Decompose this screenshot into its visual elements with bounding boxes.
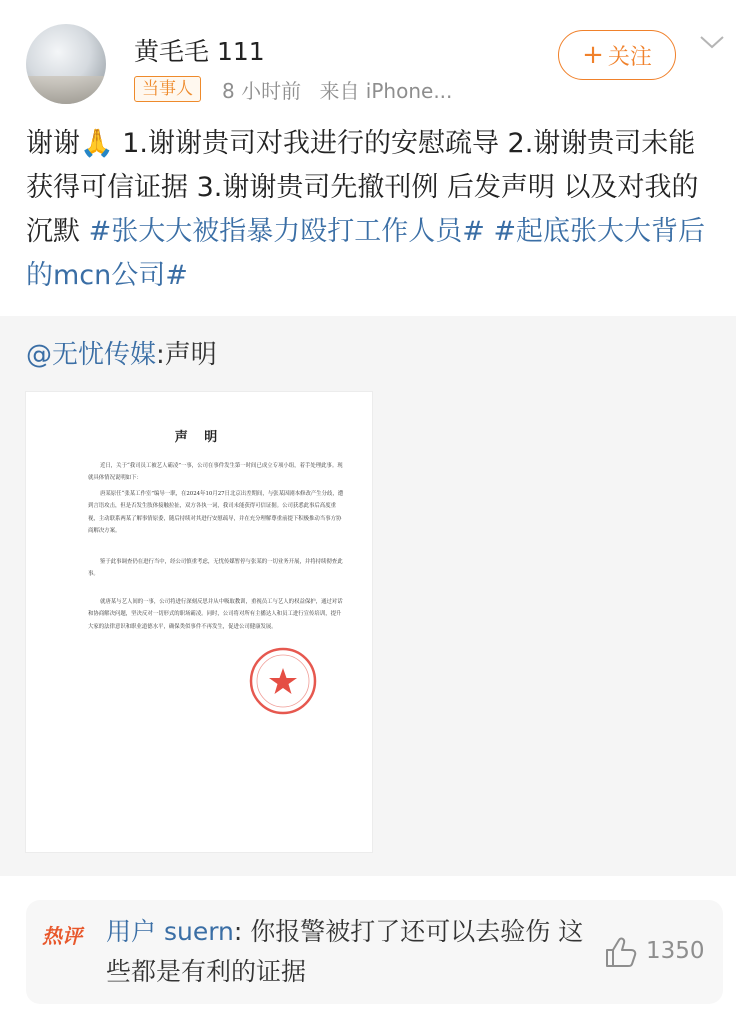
statement-image[interactable] <box>26 392 372 852</box>
comment-user[interactable]: 用户 suern <box>106 917 234 946</box>
post-text <box>26 122 716 298</box>
follow-label: 关注 <box>607 44 652 70</box>
role-badge: 当事人 <box>134 76 201 102</box>
like-count: 1350 <box>646 938 705 964</box>
topic-link[interactable]: #张大大被指暴力殴打工作人员# <box>88 216 485 247</box>
hot-comment-badge: 热评 <box>42 924 82 948</box>
mention-link[interactable]: @无忧传媒 <box>26 340 157 370</box>
repost-card[interactable] <box>0 316 736 876</box>
avatar[interactable] <box>26 24 106 104</box>
doc-paragraph: 唐某原任“张某工作室”编导一职，在2024年10月27日北京出差期间，与张某因剧本修改产生分歧，遭到言语攻击，但是否发生肢体接触拉扯，双方各执一词，我司未能获得可信证据。公司获悉此事后高度重视，主动联系两某了解事情原委，随后持续对其进行安慰疏导，并在充分理解尊重前提下积极推动当事方协商解决方案。 <box>88 491 344 534</box>
doc-paragraph: 鉴于此事调查仍在进行当中，经公司慎重考虑，无忧传媒暂停与张某的一切业务开展，并将持续彻查此事。 <box>88 559 343 578</box>
post-body: 谢谢🙏 1.谢谢贵司对我进行的安慰疏导 2.谢谢贵司未能获得可信证据 3.谢谢贵司先撤刊例 后发声明 以及对我的沉默 <box>26 128 699 247</box>
doc-paragraph: 就唐某与艺人间的一事，公司将进行深刻反思并从中吸取教训，重视员工与艺人的权益保护，通过对话和协商解决问题，坚决反对一切形式的职场霸凌。同时，公司将对所有主播达人和员工进行宣传培训，提升大家的法律意识和职业道德水平，确保类似事件不再发生，促进公司健康发展。 <box>88 599 343 630</box>
post-source: 来自 iPhone... <box>319 79 453 103</box>
post-meta <box>222 75 464 104</box>
hot-comment-text <box>106 912 586 992</box>
post-header <box>0 0 736 120</box>
repost-header <box>26 334 217 371</box>
plus-icon: + <box>582 40 604 70</box>
comment-body: : 你报警被打了还可以去验伤 这些都是有利的证据 <box>106 917 584 986</box>
post-time: 8 小时前 <box>222 79 302 103</box>
topic-link[interactable]: #起底张大大背后的mcn公司# <box>26 216 706 291</box>
follow-button[interactable] <box>558 30 676 80</box>
thumbs-up-icon[interactable] <box>604 936 638 968</box>
company-seal-icon <box>248 646 318 716</box>
doc-paragraph: 近日，关于“我司员工被艺人霸凌”一事，公司在事件发生第一时间已成立专项小组，着手处理此事。现就具体情况说明如下： <box>88 463 343 482</box>
doc-title: 声 明 <box>174 430 224 445</box>
chevron-down-icon[interactable] <box>698 32 726 52</box>
username[interactable]: 黄毛毛 111 <box>134 37 265 66</box>
repost-suffix: :声明 <box>156 340 217 370</box>
hot-comment[interactable] <box>26 900 723 1004</box>
